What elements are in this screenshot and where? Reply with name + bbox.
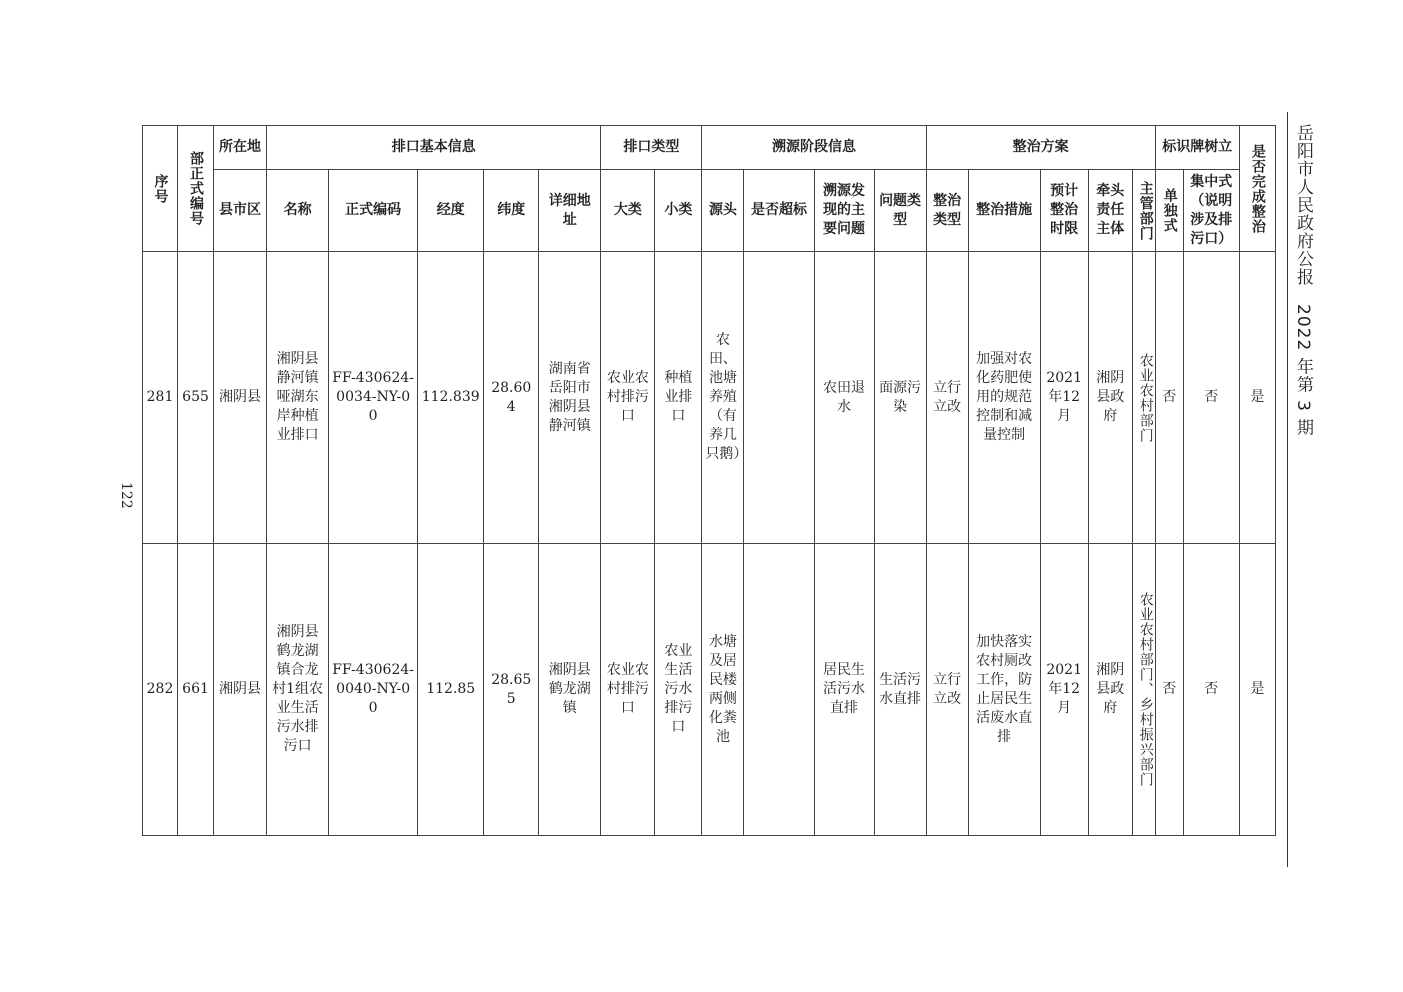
header-type-group: 排口类型 xyxy=(601,126,702,170)
header-major: 大类 xyxy=(601,170,655,252)
cell-exceed xyxy=(744,252,814,544)
cell-lon: 112.839 xyxy=(418,252,484,544)
header-seq: 序号 xyxy=(143,126,178,252)
cell-exceed xyxy=(744,544,814,836)
cell-plan-type: 立行立改 xyxy=(926,544,968,836)
cell-lead: 湘阴县政府 xyxy=(1088,252,1132,544)
header-trace-group: 溯源阶段信息 xyxy=(702,126,926,170)
cell-single: 否 xyxy=(1155,252,1183,544)
header-address: 详细地址 xyxy=(539,170,601,252)
header-done: 是否完成整治 xyxy=(1239,126,1275,252)
cell-central: 否 xyxy=(1183,252,1239,544)
cell-ministry-code: 661 xyxy=(178,544,214,836)
cell-major: 农业农村排污口 xyxy=(601,544,655,836)
cell-deadline: 2021年12月 xyxy=(1040,252,1088,544)
header-name: 名称 xyxy=(267,170,329,252)
side-title: 岳阳市人民政府公报 2022 年第 3 期 xyxy=(1293,124,1313,437)
header-dept: 主管部门 xyxy=(1132,170,1155,252)
cell-problem: 居民生活污水直排 xyxy=(814,544,874,836)
cell-major: 农业农村排污口 xyxy=(601,252,655,544)
cell-source: 水塘及居民楼两侧化粪池 xyxy=(702,544,744,836)
header-outlet-info-group: 排口基本信息 xyxy=(267,126,601,170)
header-problem-type: 问题类型 xyxy=(874,170,926,252)
cell-seq: 281 xyxy=(143,252,178,544)
page-number: 122 xyxy=(118,482,134,509)
cell-name: 湘阴县鹤龙湖镇合龙村1组农业生活污水排污口 xyxy=(267,544,329,836)
cell-deadline: 2021年12月 xyxy=(1040,544,1088,836)
cell-address: 湘阴县鹤龙湖镇 xyxy=(539,544,601,836)
header-lon: 经度 xyxy=(418,170,484,252)
cell-lat: 28.655 xyxy=(484,544,539,836)
header-county: 县市区 xyxy=(214,170,267,252)
cell-lat: 28.604 xyxy=(484,252,539,544)
cell-done: 是 xyxy=(1239,544,1275,836)
cell-central: 否 xyxy=(1183,544,1239,836)
header-location-group: 所在地 xyxy=(214,126,267,170)
cell-measures: 加强对农化药肥使用的规范控制和减量控制 xyxy=(968,252,1040,544)
side-rule xyxy=(1287,112,1288,867)
header-central: 集中式（说明涉及排污口） xyxy=(1183,170,1239,252)
header-deadline: 预计整治时限 xyxy=(1040,170,1088,252)
cell-problem: 农田退水 xyxy=(814,252,874,544)
cell-county: 湘阴县 xyxy=(214,252,267,544)
cell-problem-type: 生活污水直排 xyxy=(874,544,926,836)
cell-single: 否 xyxy=(1155,544,1183,836)
cell-problem-type: 面源污染 xyxy=(874,252,926,544)
cell-ministry-code: 655 xyxy=(178,252,214,544)
header-single: 单独式 xyxy=(1155,170,1183,252)
header-plan-group: 整治方案 xyxy=(926,126,1155,170)
header-source: 源头 xyxy=(702,170,744,252)
cell-dept: 农业农村部门 xyxy=(1132,252,1155,544)
table-row xyxy=(143,252,1276,544)
cell-code: FF-430624-0034-NY-00 xyxy=(329,252,418,544)
cell-seq: 282 xyxy=(143,544,178,836)
cell-lon: 112.85 xyxy=(418,544,484,836)
cell-measures: 加快落实农村厕改工作，防止居民生活废水直排 xyxy=(968,544,1040,836)
cell-minor: 农业生活污水排污口 xyxy=(655,544,702,836)
cell-source: 农田、池塘养殖（有养几只鹅） xyxy=(702,252,744,544)
cell-address: 湖南省岳阳市湘阴县静河镇 xyxy=(539,252,601,544)
cell-done: 是 xyxy=(1239,252,1275,544)
cell-name: 湘阴县静河镇哑湖东岸种植业排口 xyxy=(267,252,329,544)
header-exceed: 是否超标 xyxy=(744,170,814,252)
header-sign-group: 标识牌树立 xyxy=(1155,126,1239,170)
header-measures: 整治措施 xyxy=(968,170,1040,252)
cell-county: 湘阴县 xyxy=(214,544,267,836)
header-ministry-code: 部正式编号 xyxy=(178,126,214,252)
outlet-table xyxy=(142,125,1276,836)
header-lead: 牵头责任主体 xyxy=(1088,170,1132,252)
cell-lead: 湘阴县政府 xyxy=(1088,544,1132,836)
header-problem: 溯源发现的主要问题 xyxy=(814,170,874,252)
cell-dept: 农业农村部门、乡村振兴部门 xyxy=(1132,544,1155,836)
cell-minor: 种植业排口 xyxy=(655,252,702,544)
cell-code: FF-430624-0040-NY-00 xyxy=(329,544,418,836)
header-plan-type: 整治类型 xyxy=(926,170,968,252)
table-row xyxy=(143,544,1276,836)
header-minor: 小类 xyxy=(655,170,702,252)
header-code: 正式编码 xyxy=(329,170,418,252)
cell-plan-type: 立行立改 xyxy=(926,252,968,544)
header-lat: 纬度 xyxy=(484,170,539,252)
